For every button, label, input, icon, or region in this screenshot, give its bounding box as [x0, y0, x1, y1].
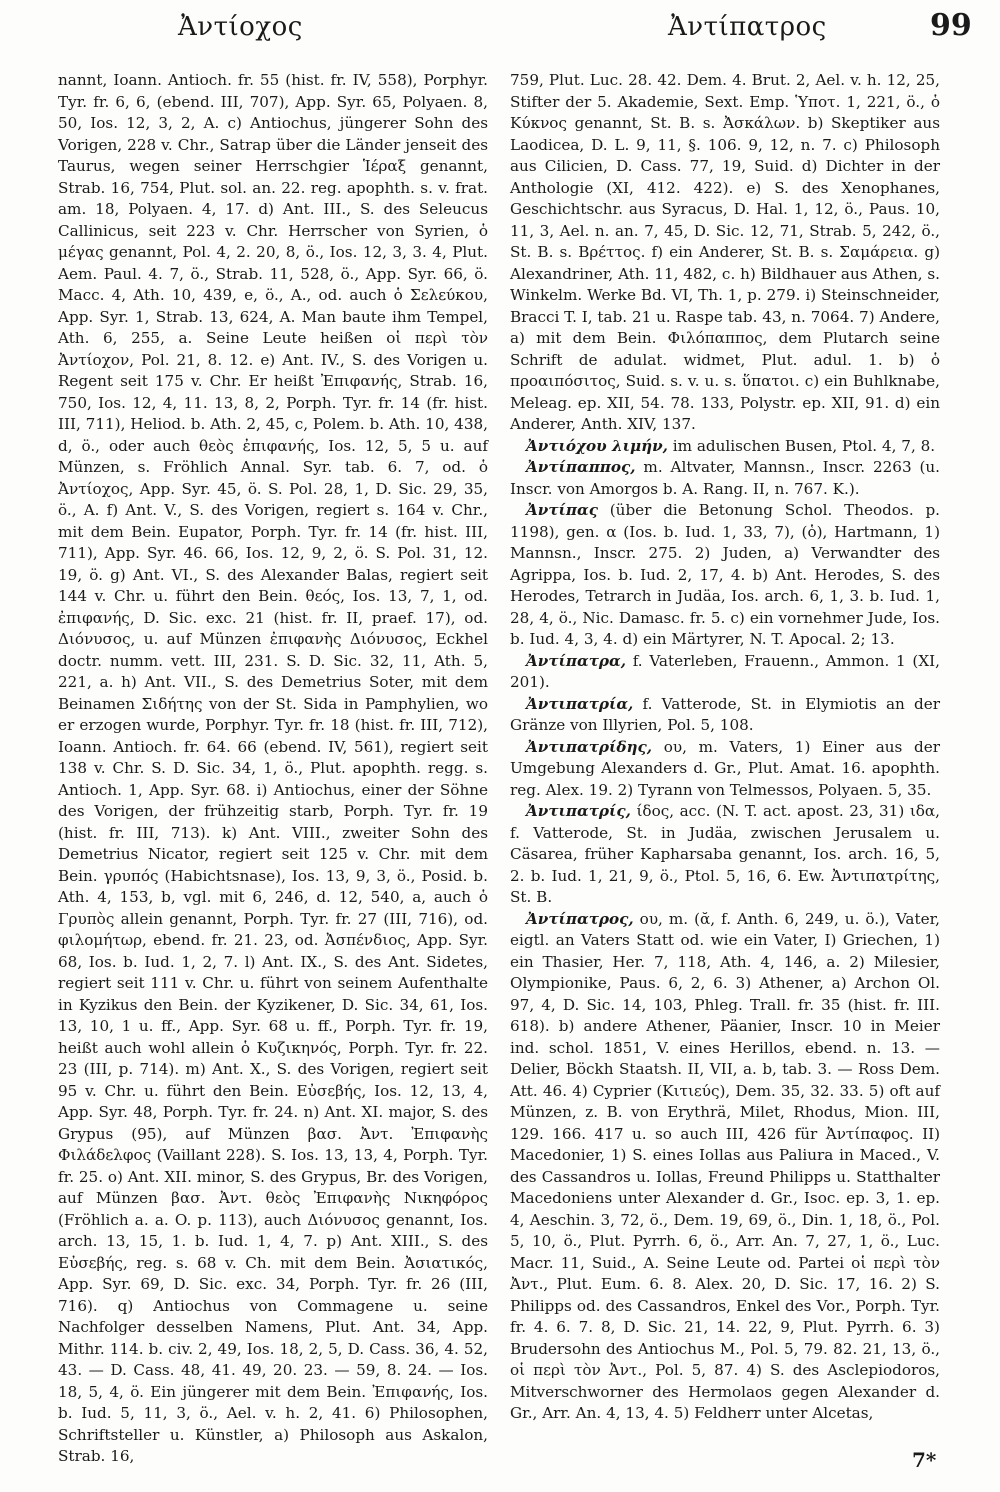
headword: Ἀντίπαππος,	[526, 458, 636, 476]
running-head-right: Ἀντίπατρος	[668, 12, 827, 42]
entry-text: f. Vaterleben, Frauenn., Ammon. 1 (XI, 201).	[510, 651, 940, 691]
dictionary-entry	[510, 436, 940, 458]
entry-text: m. Altvater, Mannsn., Inscr. 2263 (u. Inscr. von Amorgos b. A. Rang. II, n. 767. K.).	[510, 458, 940, 498]
left-column	[58, 70, 488, 1468]
entry-text: (über die Betonung Schol. Theodos. p. 1198), gen. α (Ios. b. Iud. 1, 33, 7), (ὁ), Hartmann, 1) Mannsn., Inscr. 275. 2) Juden, a) Verwandter des Agrippa, Ios. b. Iud. 2, 17, 4. b) Ant. Herodes, S. des Herodes, Tetrarch in Judäa, Ios. arch. 6, 1, 3. b. Iud. 1, 28, 4, ö., Nic. Damasc. fr. 5. c) ein vornehmer Jude, Ios. b. Iud. 4, 3, 4. d) ein Märtyrer, N. T. Apocal. 2; 13.	[510, 501, 940, 648]
page-number: 99	[930, 8, 972, 43]
headword: Ἀντιπατρίς,	[526, 802, 631, 820]
dictionary-entry	[510, 457, 940, 500]
dictionary-entry	[510, 737, 940, 802]
dictionary-entry	[510, 801, 940, 909]
dictionary-entry	[510, 694, 940, 737]
entry-text: nannt, Ioann. Antioch. fr. 55 (hist. fr. IV, 558), Porphyr. Tyr. fr. 6, 6, (ebend. III, 707), App. Syr. 65, Polyaen. 8, 50, Ios. 12, 3, 2, A. c) Antiochus, jüngerer Sohn des Vorigen, 228 v. Chr., Satrap über die Länder jenseit des Taurus, wegen seiner Herrschgier Ἱέραξ genannt, Strab. 16, 754, Plut. sol. an. 22. reg. apophth. s. v. frat. am. 18, Polyaen. 4, 17. d) Ant. III., S. des Seleucus Callinicus, seit 223 v. Chr. Herrscher von Syrien, ὁ μέγας genannt, Pol. 4, 2. 20, 8, ö., Ios. 12, 3, 3. 4, Plut. Aem. Paul. 4. 7, ö., Strab. 11, 528, ö., App. Syr. 66, ö. Macc. 4, Ath. 10, 439, e, ö., A., od. auch ὁ Σελεύκου, App. Syr. 1, Strab. 13, 624, A. Man baute ihm Tempel, Ath. 6, 255, a. Seine Leute heißen οἱ περὶ τὸν Ἀντίοχον, Pol. 21, 8. 12. e) Ant. IV., S. des Vorigen u. Regent seit 175 v. Chr. Er heißt Ἐπιφανής, Strab. 16, 750, Ios. 12, 4, 11. 13, 8, 2, Porph. Tyr. fr. 14 (fr. hist. III, 711), Heliod. b. Ath. 2, 45, c, Polem. b. Ath. 10, 438, d, ö., oder auch θεὸς ἐπιφανής, Ios. 12, 5, 5 u. auf Münzen, s. Fröhlich Annal. Syr. tab. 6. 7, od. ὁ Ἀντίοχος, App. Syr. 45, ö. S. Pol. 28, 1, D. Sic. 29, 35, ö., A. f) Ant. V., S. des Vorigen, regiert s. 164 v. Chr., mit dem Bein. Eupator, Porph. Tyr. fr. 14 (fr. hist. III, 711), App. Syr. 46. 66, Ios. 12, 9, 2, ö. S. Pol. 31, 12. 19, ö. g) Ant. VI., S. des Alexander Balas, regiert seit 144 v. Chr. u. führt den Bein. θεός, Ios. 13, 7, 1, od. ἐπιφανής, D. Sic. exc. 21 (hist. fr. II, praef. 17), od. Διόνυσος, u. auf Münzen ἐπιφανὴς Διόνυσος, Eckhel doctr. numm. vett. III, 231. S. D. Sic. 32, 11, Ath. 5, 221, a. h) Ant. VII., S. des Demetrius Soter, mit dem Beinamen Σιδήτης von der St. Sida in Pamphylien, wo er erzogen wurde, Porphyr. Tyr. fr. 18 (hist. fr. III, 712), Ioann. Antioch. fr. 64. 66 (ebend. IV, 561), regiert seit 138 v. Chr. S. D. Sic. 34, 1, ö., Plut. apophth. regg. s. Antioch. 1, App. Syr. 68. i) Antiochus, einer der Söhne des Vorigen, der frühzeitig starb, Porph. Tyr. fr. 19 (hist. fr. III, 713). k) Ant. VIII., zweiter Sohn des Demetrius Nicator, regiert seit 125 v. Chr. mit dem Bein. γρυπός (Habichtsnase), Ios. 13, 9, 3, ö., Posid. b. Ath. 4, 153, b, vgl. mit 6, 246, d. 12, 540, a, auch ὁ Γρυπὸς allein genannt, Porph. Tyr. fr. 27 (III, 716), od. φιλομήτωρ, ebend. fr. 21. 23, od. Ἀσπένδιος, App. Syr. 68, Ios. b. Iud. 1, 2, 7. l) Ant. IX., S. des Ant. Sidetes, regiert seit 111 v. Chr. u. führt von seinem Aufenthalte in Kyzikus den Bein. der Kyzikener, D. Sic. 34, 61, Ios. 13, 10, 1 u. ff., App. Syr. 68 u. ff., Porph. Tyr. fr. 19, heißt auch wohl allein ὁ Κυζικηνός, Porph. Tyr. fr. 22. 23 (III, p. 714). m) Ant. X., S. des Vorigen, regiert seit 95 v. Chr. u. führt den Bein. Εὐσεβής, Ios. 12, 13, 4, App. Syr. 48, Porph. Tyr. fr. 24. n) Ant. XI. major, S. des Grypus (95), auf Münzen βασ. Ἀντ. Ἐπιφανὴς Φιλάδελφος (Vaillant 228). S. Ios. 13, 13, 4, Porph. Tyr. fr. 25. o) Ant. XII. minor, S. des Grypus, Br. des Vorigen, auf Münzen βασ. Ἀντ. θεὸς Ἐπιφανὴς Νικηφόρος (Fröhlich a. a. O. p. 113), auch Διόνυσος genannt, Ios. arch. 13, 15, 1. b. Iud. 1, 4, 7. p) Ant. XIII., S. des Εὐσεβής, reg. s. 68 v. Ch. mit dem Bein. Ἀσιατικός, App. Syr. 69, D. Sic. exc. 34, Porph. Tyr. fr. 26 (III, 716). q) Antiochus von Commagene u. seine Nachfolger desselben Namens, Plut. Ant. 34, App. Mithr. 114. b. civ. 2, 49, Ios. 18, 2, 5, D. Cass. 36, 4. 52, 43. — D. Cass. 48, 41. 49, 20. 23. — 59, 8. 24. — Ios. 18, 5, 4, ö. Ein jüngerer mit dem Bein. Ἐπιφανής, Ios. b. Iud. 5, 11, 3, ö., Ael. v. h. 2, 41. 6) Philosophen, Schriftsteller u. Künstler, a) Philosoph aus Askalon, Strab. 16,	[58, 71, 488, 1465]
entry-text: ίδος, acc. (N. T. act. apost. 23, 31) ιδα, f. Vatterode, St. in Judäa, zwischen Jerusalem u. Cäsarea, früher Kapharsaba genannt, Ios. arch. 16, 5, 2. b. Iud. 1, 21, 9, ö., Ptol. 5, 16, 6. Ew. Ἀντιπατρίτης, St. B.	[510, 802, 940, 906]
headword: Ἀντίπατρος,	[526, 909, 634, 928]
entry-text: im adulischen Busen, Ptol. 4, 7, 8.	[667, 436, 936, 455]
signature-mark: 7*	[912, 1448, 937, 1472]
right-column	[510, 70, 940, 1425]
entry-text: f. Vatterode, St. in Elymiotis an der Gränze von Illyrien, Pol. 5, 108.	[510, 694, 940, 734]
entry-text: 759, Plut. Luc. 28. 42. Dem. 4. Brut. 2, Ael. v. h. 12, 25, Stifter der 5. Akademie, Sext. Emp. Ὑποτ. 1, 221, ö., ὁ Κύκνος genannt, St. B. s. Ἀσκάλων. b) Skeptiker aus Laodicea, D. L. 9, 11, §. 106. 9, 12, n. 7. c) Philosoph aus Cilicien, D. Cass. 77, 19, Suid. d) Dichter in der Anthologie (XI, 412. 422). e) S. des Xenophanes, Geschichtschr. aus Syracus, D. Hal. 1, 12, ö., Paus. 10, 11, 3, Ael. n. an. 7, 45, D. Sic. 12, 71, Strab. 5, 242, ö., St. B. s. Βρέττος. f) ein Anderer, St. B. s. Σαμάρεια. g) Alexandriner, Ath. 11, 482, c. h) Bildhauer aus Athen, s. Winkelm. Werke Bd. VI, Th. 1, p. 279. i) Steinschneider, Bracci T. I, tab. 21 u. Raspe tab. 43, n. 7064. 7) Andere, a) mit dem Bein. Φιλόπαππος, dem Plutarch seine Schrift de adulat. widmet, Plut. adul. 1. b) ὁ προαιπόσιτος, Suid. s. v. u. s. ὕπατοι. c) ein Buhlknabe, Meleag. ep. XII, 54. 78. 133, Polystr. ep. XII, 91. d) ein Anderer, Anth. XIV, 137.	[510, 71, 941, 433]
running-head-left: Ἀντίοχος	[178, 12, 303, 42]
headword: Ἀντίπας	[526, 501, 598, 519]
headword: Ἀντιπατρία,	[526, 694, 634, 713]
headword: Ἀντιπατρίδης,	[526, 737, 653, 756]
dictionary-entry	[510, 500, 940, 651]
entry-text: ου, m. (ᾰ, f. Anth. 6, 249, u. ö.), Vater, eigtl. an Vaters Statt od. wie ein Vater, I) Griechen, 1) ein Thasier, Her. 7, 118, Ath. 4, 146, a. 2) Milesier, Olympionike, Paus. 6, 2, 6. 3) Athener, a) Archon Ol. 97, 4, D. Sic. 14, 103, Phleg. Trall. fr. 35 (hist. fr. III. 618). b) andere Athener, Päanier, Inscr. 10 in Meier ind. schol. 1851, V. eines Herillos, ebend. n. 13. — Delier, Böckh Staatsh. II, VII, a. b, tab. 3. — Ross Dem. Att. 46. 4) Cyprier (Κιτιεύς), Dem. 35, 32. 33. 5) oft auf Münzen, z. B. von Erythrä, Milet, Rhodus, Mion. III, 129. 166. 417 u. so auch III, 426 für Ἀντίπαφος. II) Macedonier, 1) S. eines Iollas aus Paliura in Maced., V. des Cassandros u. Iollas, Freund Philipps u. Statthalter Macedoniens unter Alexander d. Gr., Isoc. ep. 3, 1. ep. 4, Aeschin. 3, 72, ö., Dem. 19, 69, ö., Din. 1, 18, ö., Pol. 5, 10, ö., Plut. Pyrrh. 6, ö., Arr. An. 7, 27, 1, ö., Luc. Macr. 11, Suid., A. Seine Leute od. Partei οἱ περὶ τὸν Ἀντ., Plut. Eum. 6. 8. Alex. 20, D. Sic. 17, 16. 2) S. Philipps od. des Cassandros, Enkel des Vor., Porph. Tyr. fr. 4. 6. 7. 8, D. Sic. 21, 14. 22, 9, Plut. Pyrrh. 6. 3) Brudersohn des Antiochus M., Pol. 5, 79. 82. 21, 13, ö., οἱ περὶ τὸν Ἀντ., Pol. 5, 87. 4) S. des Asclepiodoros, Mitverschworner des Hermolaos gegen Alexander d. Gr., Arr. An. 4, 13, 4. 5) Feldherr unter Alcetas,	[510, 909, 940, 1422]
headword: Ἀντιόχου λιμήν,	[526, 436, 668, 455]
dictionary-entry	[510, 651, 940, 694]
dictionary-entry	[510, 909, 940, 1425]
headword: Ἀντίπατρα,	[526, 651, 626, 670]
entry-text: ου, m. Vaters, 1) Einer aus der Umgebung Alexanders d. Gr., Plut. Amat. 16. apophth. reg. Alex. 19. 2) Tyrann von Telmessos, Polyaen. 5, 35.	[510, 737, 940, 799]
